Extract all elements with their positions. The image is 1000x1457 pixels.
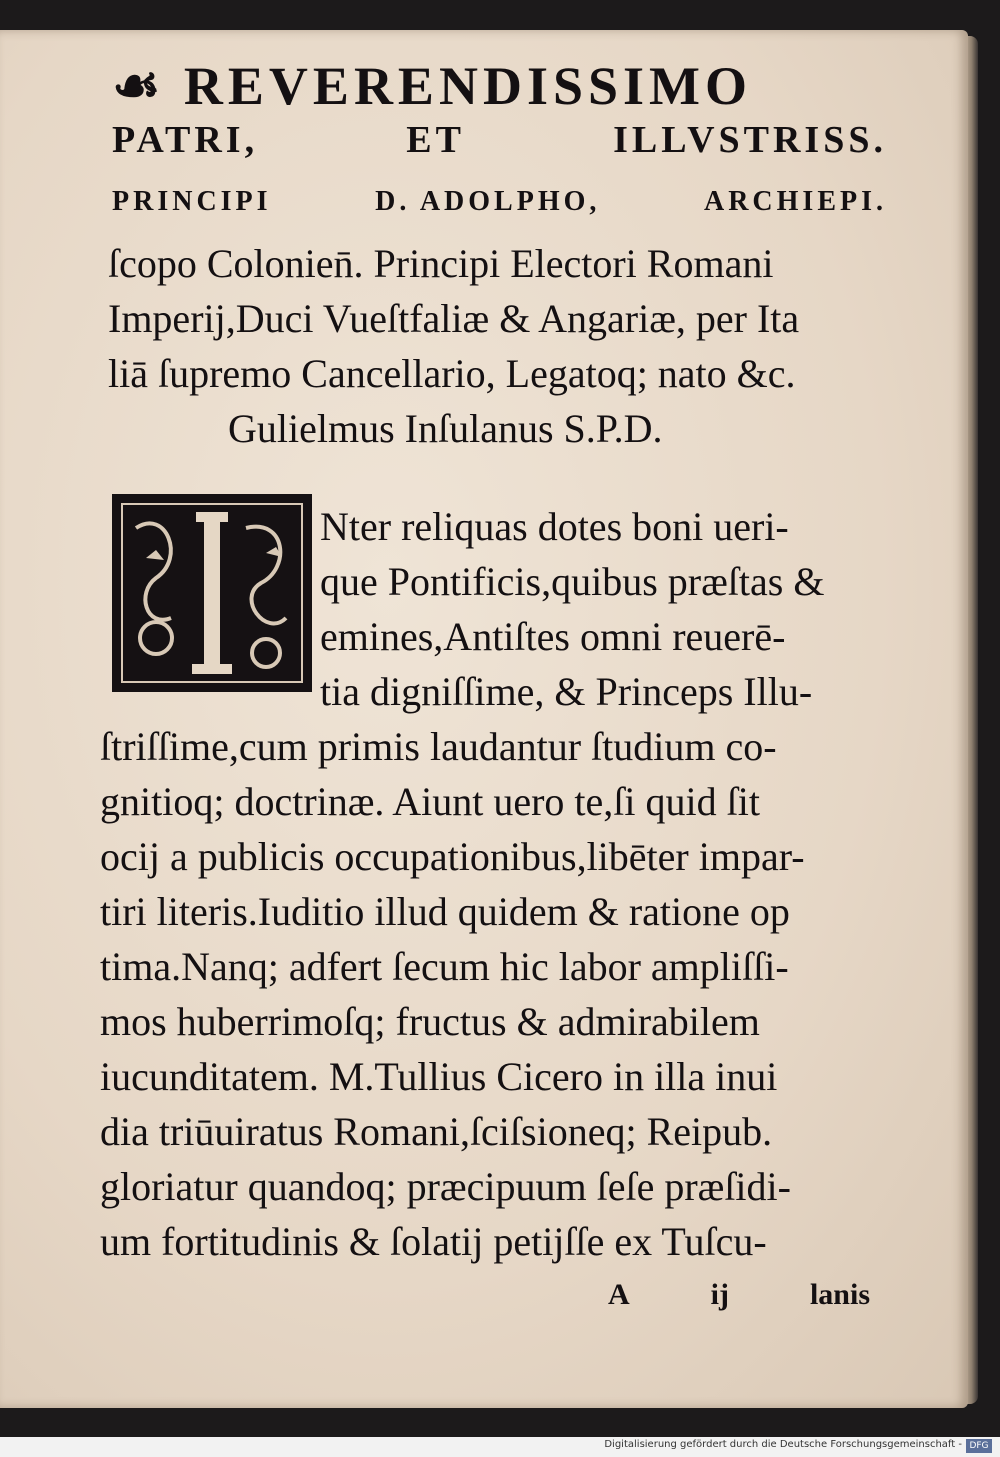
body-line: dia triūuiratus Romani,ſciſsioneq; Reipub. — [100, 1109, 773, 1154]
body-line: Nter reliquas dotes boni ueri- — [320, 504, 789, 549]
dedication-line: ſcopo Colonien̄. Principi Electori Romani — [108, 241, 774, 286]
body-line: mos huberrimoſq; fructus & admirabilem — [100, 999, 760, 1044]
heading-line-1: ☙ REVERENDISSIMO — [112, 56, 753, 116]
heading-word: D. ADOLPHO, — [375, 186, 601, 217]
body-line: iucunditatem. M.Tullius Cicero in illa inui — [100, 1054, 778, 1099]
body-line: um fortitudinis & ſolatij petijſſe ex Tuſcu- — [100, 1219, 767, 1264]
footer-strip — [0, 1437, 1000, 1457]
body-line: ocij a publicis occupationibus,libēter impar- — [100, 834, 805, 879]
body-line: ſtriſſime,cum primis laudantur ſtudium co- — [100, 724, 777, 769]
dfg-logo-icon: DFG — [966, 1439, 992, 1453]
body-line: emines,Antiſtes omni reuerē- — [320, 614, 786, 659]
body-line: gnitioq; doctrinæ. Aiunt uero te,ſi quid ſit — [100, 779, 760, 824]
catchword: lanis — [809, 1278, 870, 1311]
heading-line-2 — [112, 118, 887, 162]
decorated-initial-i — [112, 494, 312, 692]
dedication-signoff: Gulielmus Inſulanus S.P.D. — [228, 406, 663, 451]
body-line: tiri literis.Iuditio illud quidem & ratione op — [100, 889, 790, 934]
heading-word: ET — [406, 119, 465, 161]
heading-word: PRINCIPI — [112, 186, 272, 217]
signature-number: ij — [710, 1278, 729, 1311]
heading-line-3 — [112, 186, 887, 218]
dedication-line: liā ſupremo Cancellario, Legatoq; nato &c. — [108, 351, 796, 396]
signature-mark: A — [608, 1278, 630, 1311]
signature-catchword-line — [608, 1278, 870, 1312]
body-line: tia digniſſime, & Princeps Illu- — [320, 669, 813, 714]
body-line: tima.Nanq; adfert ſecum hic labor ampliſſi- — [100, 944, 789, 989]
ornament-initial-icon — [116, 498, 308, 688]
dedication-line: Imperij,Duci Vueſtfaliæ & Angariæ, per Ita — [108, 296, 800, 341]
heading-word: ARCHIEPI. — [703, 186, 887, 217]
heading-word: PATRI, — [112, 119, 259, 161]
body-line: gloriatur quandoq; præcipuum ſeſe præſidi- — [100, 1164, 791, 1209]
footer-credit: Digitalisierung gefördert durch die Deutsche Forschungsgemeinschaft - — [604, 1439, 962, 1450]
heading-word: ILLVSTRISS. — [613, 119, 887, 161]
body-line: que Pontificis,quibus præſtas & — [320, 559, 825, 604]
